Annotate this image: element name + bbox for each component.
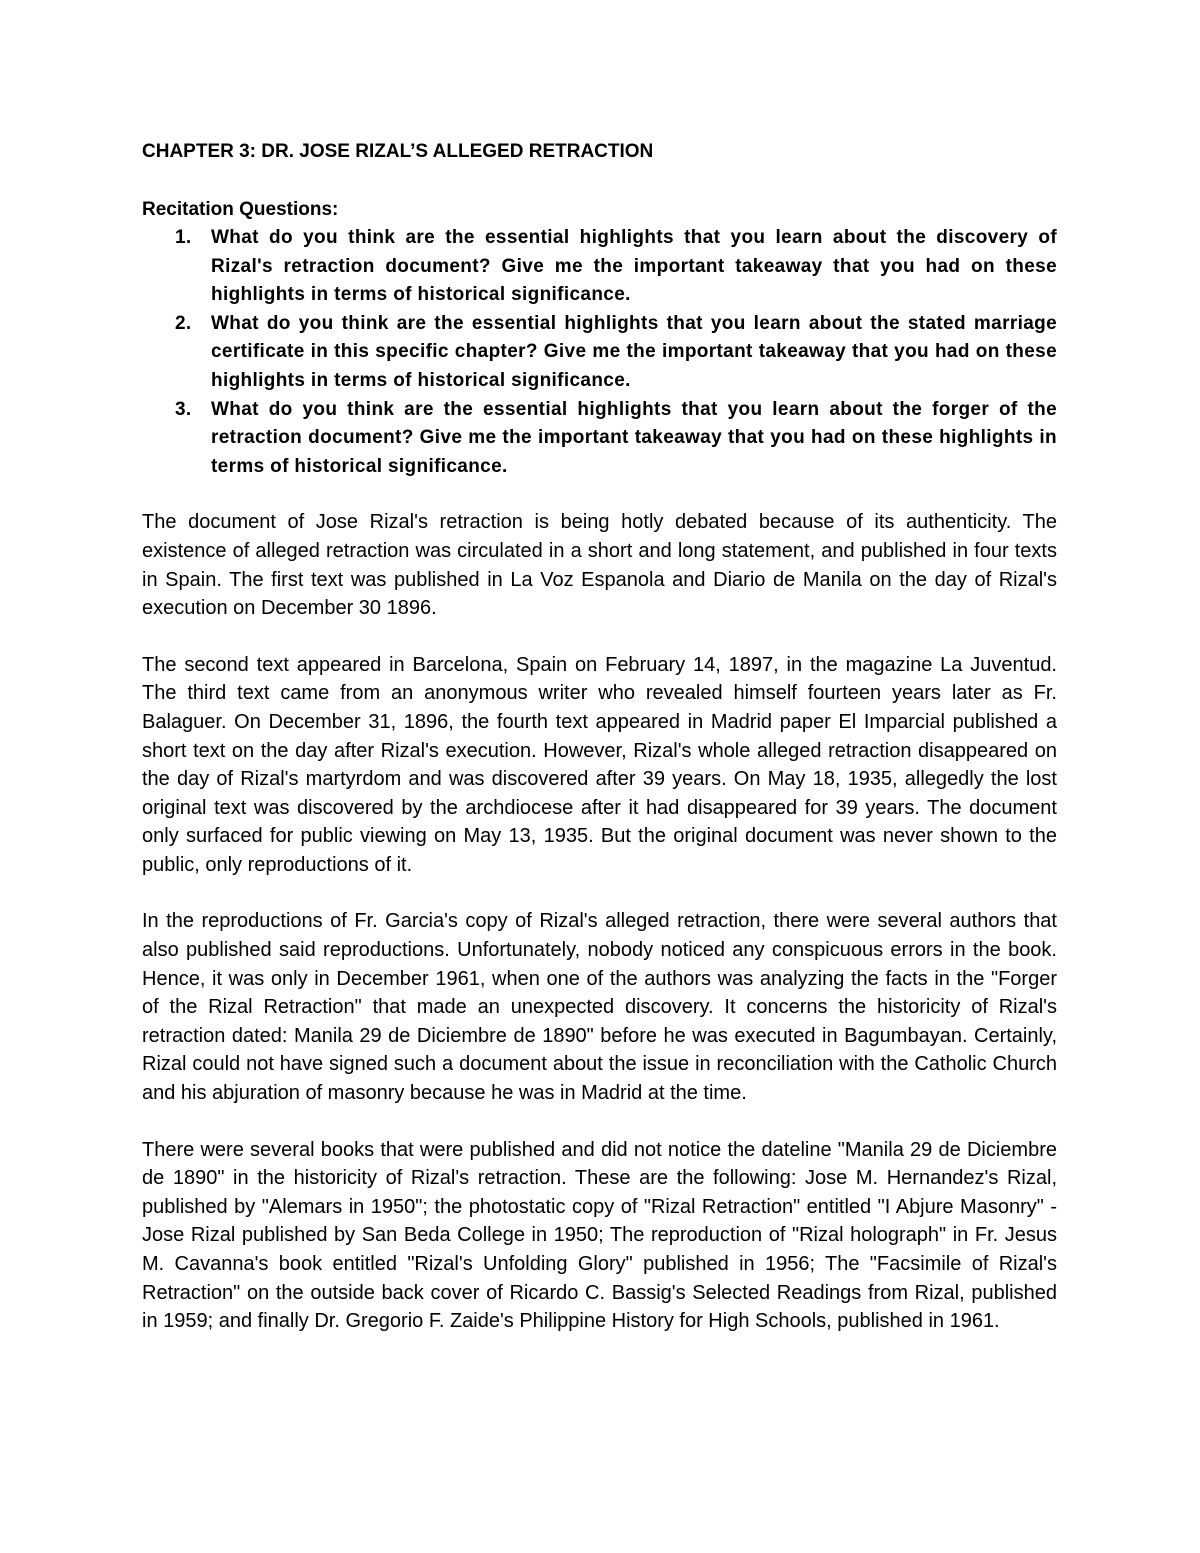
question-item-2	[142, 310, 1057, 396]
document-page	[142, 138, 1057, 1336]
question-number: 1.	[175, 227, 192, 248]
body-paragraph-4: There were several books that were published and did not notice the dateline "Manila 29 de Diciembre de 1890" in the historicity of Rizal's retraction. These are the following: Jose M. Hernandez's Rizal, published by "Alemars in 1950"; the photostatic copy of "Rizal Retraction" entitled "I Abjure Masonry" - Jose Rizal published by San Beda College in 1950; The reproduction of "Rizal holograph" in Fr. Jesus M. Cavanna's book entitled "Rizal's Unfolding Glory" published in 1956; The "Facsimile of Rizal's Retraction" on the outside back cover of Ricardo C. Bassig's Selected Readings from Rizal, published in 1959; and finally Dr. Gregorio F. Zaide's Philippine History for High Schools, published in 1961.	[142, 1138, 1057, 1333]
question-number: 3.	[175, 398, 192, 420]
body-paragraph-2: The second text appeared in Barcelona, Spain on February 14, 1897, in the magazine La Juventud. The third text came from an anonymous writer who revealed himself fourteen years later as Fr. Balaguer. On December 31, 1896, the fourth text appeared in Madrid paper El Imparcial published a short text on the day after Rizal's execution. However, Rizal's whole alleged retraction disappeared on the day of Rizal's martyrdom and was discovered after 39 years. On May 18, 1935, allegedly the lost original text was discovered by the archdiocese after it had disappeared for 39 years. The document only surfaced for public viewing on May 13, 1935. But the original document was never shown to the public, only reproductions of it.	[142, 653, 1057, 876]
question-number: 2.	[175, 312, 192, 334]
question-item-3	[142, 396, 1057, 482]
body-paragraph-1: The document of Jose Rizal's retraction is being hotly debated because of its authenticity. The existence of alleged retraction was circulated in a short and long statement, and published in four texts in Spain. The first text was published in La Voz Espanola and Diario de Manila on the day of Rizal's execution on December 30 1896.	[142, 511, 1057, 620]
question-text: What do you think are the essential highlights that you learn about the stated marriage certificate in this specific chapter? Give me the important takeaway that you had on these highlights in terms of historical significance.	[211, 312, 1057, 391]
question-item-1	[142, 224, 1057, 310]
recitation-questions-list	[142, 224, 1057, 481]
question-text: What do you think are the essential highlights that you learn about the forger of the retraction document? Give me the important takeaway that you had on these highlights in terms of historical significance.	[211, 398, 1057, 477]
chapter-title: CHAPTER 3: DR. JOSE RIZAL’S ALLEGED RETRACTION	[142, 141, 654, 162]
recitation-heading: Recitation Questions:	[142, 199, 339, 220]
question-text: What do you think are the essential highlights that you learn about the discovery of Rizal's retraction document? Give me the important takeaway that you had on these highlights in terms of historical significance.	[211, 227, 1057, 306]
body-paragraph-3: In the reproductions of Fr. Garcia's copy of Rizal's alleged retraction, there were several authors that also published said reproductions. Unfortunately, nobody noticed any conspicuous errors in the book. Hence, it was only in December 1961, when one of the authors was analyzing the facts in the "Forger of the Rizal Retraction" that made an unexpected discovery. It concerns the historicity of Rizal's retraction dated: Manila 29 de Diciembre de 1890" before he was executed in Bagumbayan. Certainly, Rizal could not have signed such a document about the issue in reconciliation with the Catholic Church and his abjuration of masonry because he was in Madrid at the time.	[142, 910, 1057, 1105]
